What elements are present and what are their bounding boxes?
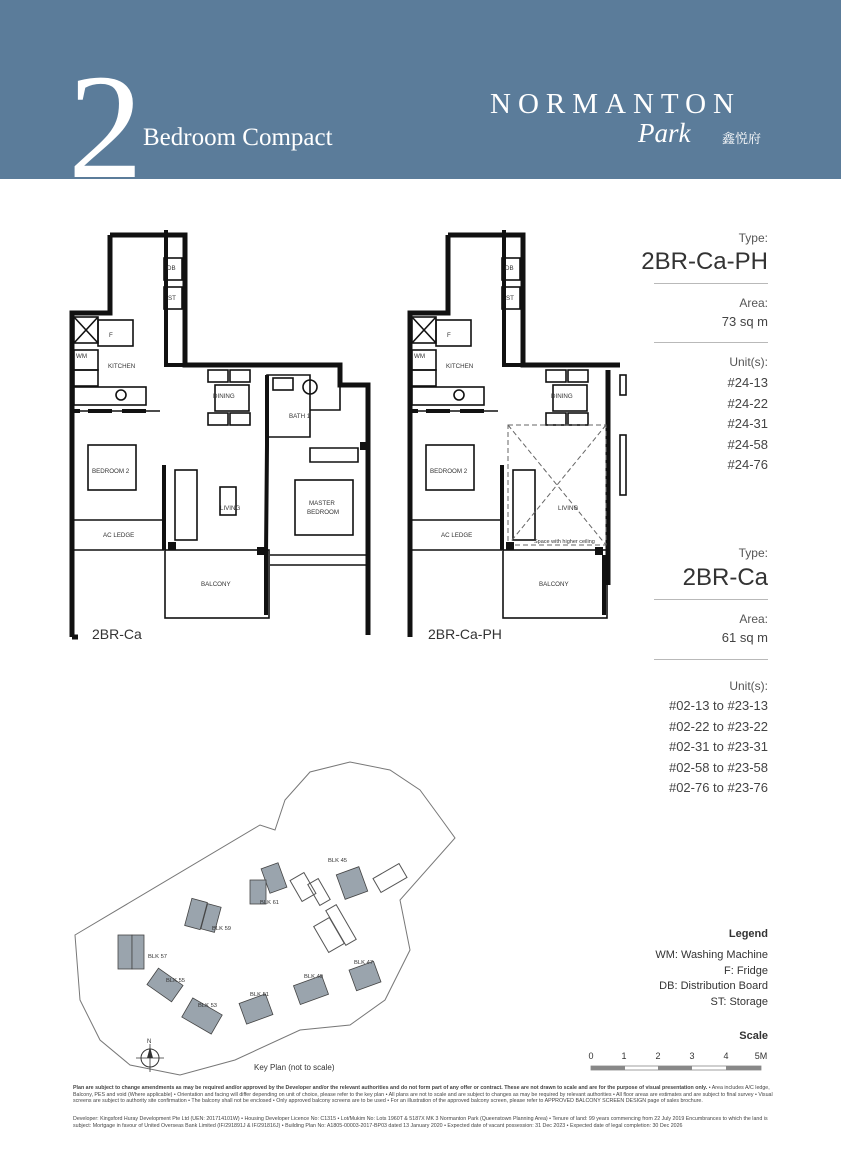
type-label-ph: Type: [738,231,768,245]
unit-item: #02-31 to #23-31 [668,739,768,754]
unit-item: #02-13 to #23-13 [668,698,768,713]
area-label-ca: Area: [739,612,768,626]
key-plan-block-label: BLK 59 [212,926,232,932]
divider [654,283,768,284]
wm-label-ph: WM [414,353,425,360]
scale-tick-label: 4 [723,1051,729,1061]
brand-logo-text: NORMANTON [490,88,741,120]
unit-item: #02-76 to #23-76 [668,780,768,795]
kitchen-label-ph: KITCHEN [446,363,474,370]
north-label: N [147,1039,152,1045]
disclaimer-body: • Area includes A/C ledge, Balcony, PES and void (Where applicable) • Orientation and facing will differ depending on unit of choice, please refer to the key plan • All plans are not to scale and are subject to changes as may be required by relevant authorities • All floor areas are estimates and are subject to final survey • Visual screens are subject to authority site confirmation • The balcony shall not be enclosed • Only approved balcony screens are to be used • For an illustration of the approved balcony screen, please refer to APPROVED BALCONY SCREEN DESIGN page of sales brochure. [73,1085,773,1105]
unit-item: #02-58 to #23-58 [668,759,768,775]
type-label-ca: Type: [738,546,768,560]
legend-item: ST: Storage [710,995,768,1008]
unit-list-ph [728,373,768,476]
higher-ceiling-label: Space with higher ceiling [534,539,595,545]
unit-item: #24-22 [727,395,768,411]
legend-list [655,948,768,1010]
dining-label-ph: DINING [551,393,573,400]
key-plan-block-label: BLK 55 [166,978,186,984]
scale-tick-label: 5M [754,1051,768,1061]
floor-plan-2br-ca-ph [398,225,638,645]
unit-item: #24-58 [727,436,768,452]
st-label: ST [168,295,176,302]
key-plan-site-map [70,760,470,1080]
master-label-2: BEDROOM [307,509,339,516]
unit-item: #24-13 [727,375,768,390]
area-value-ph: 73 sq m [721,314,768,329]
living-label: LIVING [220,505,241,512]
scale-tick-label: 1 [621,1051,627,1061]
divider [654,342,768,343]
brand-logo-chinese: 鑫悦府 [722,131,762,146]
unit-item: #02-22 to #23-22 [668,718,768,734]
unit-item: #24-76 [727,457,768,472]
kitchen-label: KITCHEN [108,363,136,370]
units-label-ph: Unit(s): [729,355,768,369]
key-plan-block-label: BLK 61 [260,900,280,906]
st-label-ph: ST [506,295,514,302]
legend-item: DB: Distribution Board [659,980,768,992]
scale-bar [580,1046,775,1076]
f-label-ph: F [447,332,451,339]
dining-label: DINING [213,393,235,400]
units-label-ca: Unit(s): [729,679,768,693]
master-label: MASTER [309,500,335,507]
balcony-label: BALCONY [201,581,231,588]
floor-plan-2br-ca [60,225,380,645]
living-label-ph: LIVING [558,505,579,512]
type-value-ph: 2BR-Ca-PH [641,248,768,275]
legend-title: Legend [728,928,768,940]
area-value-ca: 61 sq m [721,630,768,645]
db-label: DB [167,265,176,272]
key-plan-block-label: BLK 45 [328,858,348,864]
unit-list-ca [669,696,768,799]
disclaimer-bold: Plan are subject to change amendments as may be required and/or approved by the Developer and/or the relevant authorities and do not form part of any offer or contract. These are not drawn to scale and are for the purpose of visual presentation only. [73,1085,708,1091]
bedroom-count: 2 [68,44,143,210]
wm-label: WM [76,353,87,360]
legend-item: F: Fridge [723,964,768,977]
developer-info: Developer: Kingsford Huray Development Pte Ltd (UEN: 201714101W) • Housing Developer Licence No: C1315 • Lot/Mukim No: Lots 1960T & 5187X MK 3 Normanton Park (Queenstown Planning Area) • Tenure of land: 99 years commencing from 22 July 2019 Encumbrances to which the land is subject: Mortgage in favour of United Overseas Bank Limited (IF/291891J & IF/291816J) • Building Plan No: A1805-00003-2017-BP03 dated 13 January 2020 • Expected date of vacant possession: 31 Dec 2023 • Expected date of legal completion: 30 Dec 2026 [73,1116,768,1129]
bedroom2-label-ph: BEDROOM 2 [430,468,468,475]
scale-title: Scale [739,1030,768,1042]
scale-tick-label: 2 [655,1051,661,1061]
divider [654,659,768,660]
balcony-label-ph: BALCONY [539,581,569,588]
key-plan-block-label: BLK 57 [148,954,168,960]
brand-logo-script: Park [638,118,691,148]
plan-caption-2br-ca: 2BR-Ca [92,626,142,642]
plan-caption-2br-ca-ph: 2BR-Ca-PH [428,626,502,642]
area-label-ph: Area: [739,296,768,310]
header-banner [0,0,841,210]
key-plan-label: Key Plan (not to scale) [254,1063,335,1072]
type-value-ca: 2BR-Ca [682,564,768,591]
unit-item: #24-31 [727,416,768,431]
key-plan-block-label: BLK 49 [304,974,324,980]
bath-label: BATH 1 [289,413,311,420]
bedroom2-label: BEDROOM 2 [92,468,130,475]
key-plan-block-label: BLK 47 [354,960,374,966]
legend-item: WM: Washing Machine [655,949,768,961]
key-plan-block-label: BLK 53 [198,1003,218,1009]
scale-tick-label: 0 [588,1051,594,1061]
unit-category-title: Bedroom Compact [143,124,333,151]
db-label-ph: DB [505,265,514,272]
key-plan-block-label: BLK 51 [250,992,270,998]
scale-tick-label: 3 [689,1051,695,1061]
f-label: F [109,332,113,339]
disclaimer [73,1085,773,1105]
divider [654,599,768,600]
ac-ledge-label-ph: AC LEDGE [441,532,473,539]
ac-ledge-label: AC LEDGE [103,532,135,539]
